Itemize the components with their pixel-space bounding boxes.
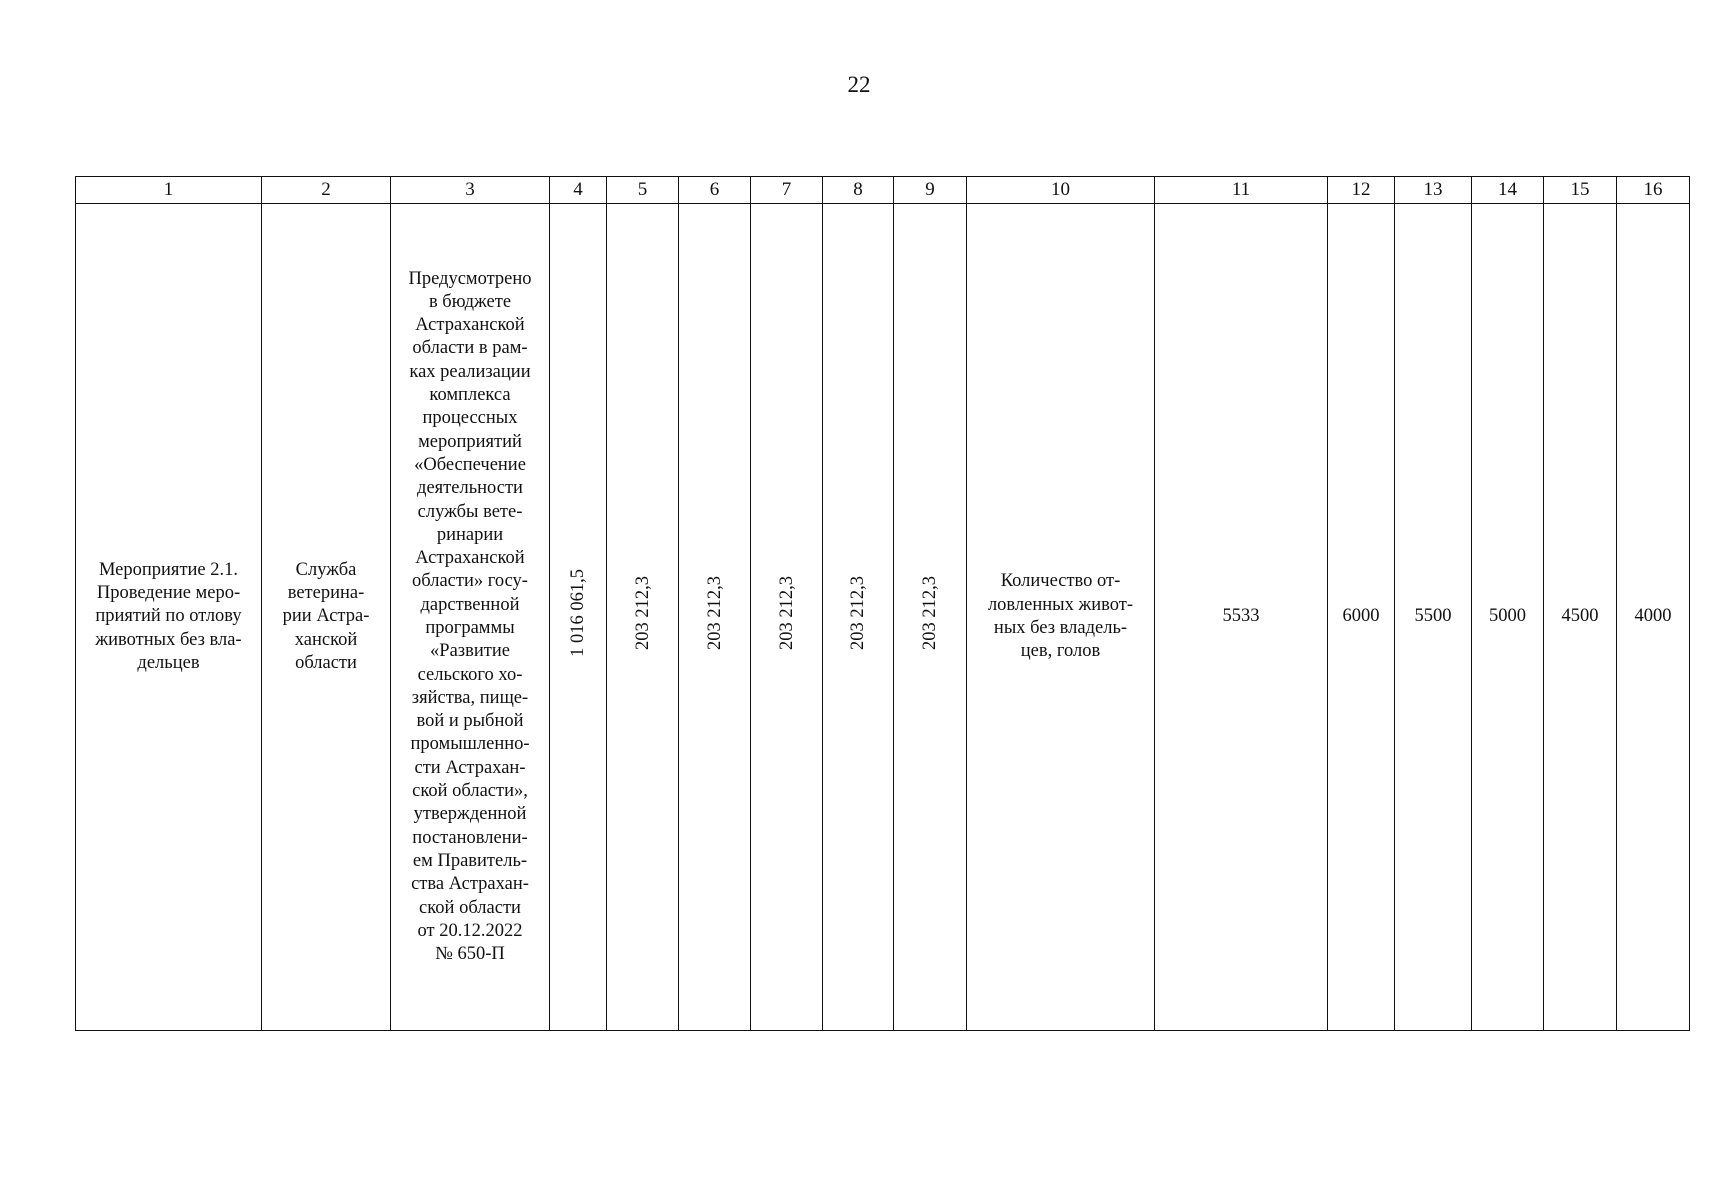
column-number: 6 — [679, 177, 751, 204]
event-name: Мероприятие 2.1. Проведение меро- приятий по отлову животных без вла- дельцев — [95, 559, 242, 673]
indicator-cell — [967, 204, 1155, 1031]
indicator-name: Количество от- ловленных живот- ных без владель- цев, голов — [987, 571, 1134, 662]
target-value-cell: 5000 — [1472, 204, 1544, 1031]
total-amount-cell — [550, 204, 607, 1031]
column-number: 11 — [1155, 177, 1328, 204]
target-value-cell: 5500 — [1395, 204, 1472, 1031]
base-value-cell: 5533 — [1155, 204, 1328, 1031]
page-number: 22 — [847, 72, 871, 97]
year-amount: 203 212,3 — [632, 576, 653, 651]
column-number: 16 — [1617, 177, 1690, 204]
year-amount: 203 212,3 — [848, 576, 868, 651]
column-number: 12 — [1328, 177, 1395, 204]
column-number: 15 — [1544, 177, 1617, 204]
year-amount-cell — [823, 204, 894, 1031]
event-name-cell — [76, 204, 262, 1031]
column-number: 8 — [823, 177, 894, 204]
year-amount: 203 212,3 — [704, 576, 725, 651]
funding-source-cell — [391, 204, 550, 1031]
target-value-cell: 6000 — [1328, 204, 1395, 1031]
year-amount-cell — [751, 204, 823, 1031]
column-number: 14 — [1472, 177, 1544, 204]
year-amount: 203 212,3 — [776, 576, 797, 651]
column-number-row — [76, 177, 1690, 204]
year-amount-cell — [894, 204, 967, 1031]
column-number: 10 — [967, 177, 1155, 204]
total-amount: 1 016 061,5 — [568, 569, 588, 658]
column-number: 5 — [607, 177, 679, 204]
year-amount: 203 212,3 — [920, 576, 940, 651]
column-number: 3 — [391, 177, 550, 204]
column-number: 4 — [550, 177, 607, 204]
responsible-cell — [262, 204, 391, 1031]
target-value-cell: 4500 — [1544, 204, 1617, 1031]
year-amount-cell — [607, 204, 679, 1031]
column-number: 13 — [1395, 177, 1472, 204]
program-table — [75, 176, 1690, 1031]
column-number: 7 — [751, 177, 823, 204]
year-amount-cell — [679, 204, 751, 1031]
table-row — [76, 204, 1690, 1031]
responsible-executor: Служба ветерина- рии Астра- ханской области — [282, 559, 370, 673]
column-number: 9 — [894, 177, 967, 204]
column-number: 1 — [76, 177, 262, 204]
target-value-cell: 4000 — [1617, 204, 1690, 1031]
funding-source: Предусмотрено в бюджете Астраханской области в рам- ках реализации комплекса процессных мероприятий «Обеспечение деятельности службы вете- ринарии Астраханской области» госу- дарственной программы «Развитие сельского хо- зяйства, пище- вой и рыбной промышленно- сти Астрахан- ской области», утвержденной постановлени- ем Правитель- ства Астрахан- ской области от 20.12.2022 № 650-П — [408, 268, 532, 965]
column-number: 2 — [262, 177, 391, 204]
